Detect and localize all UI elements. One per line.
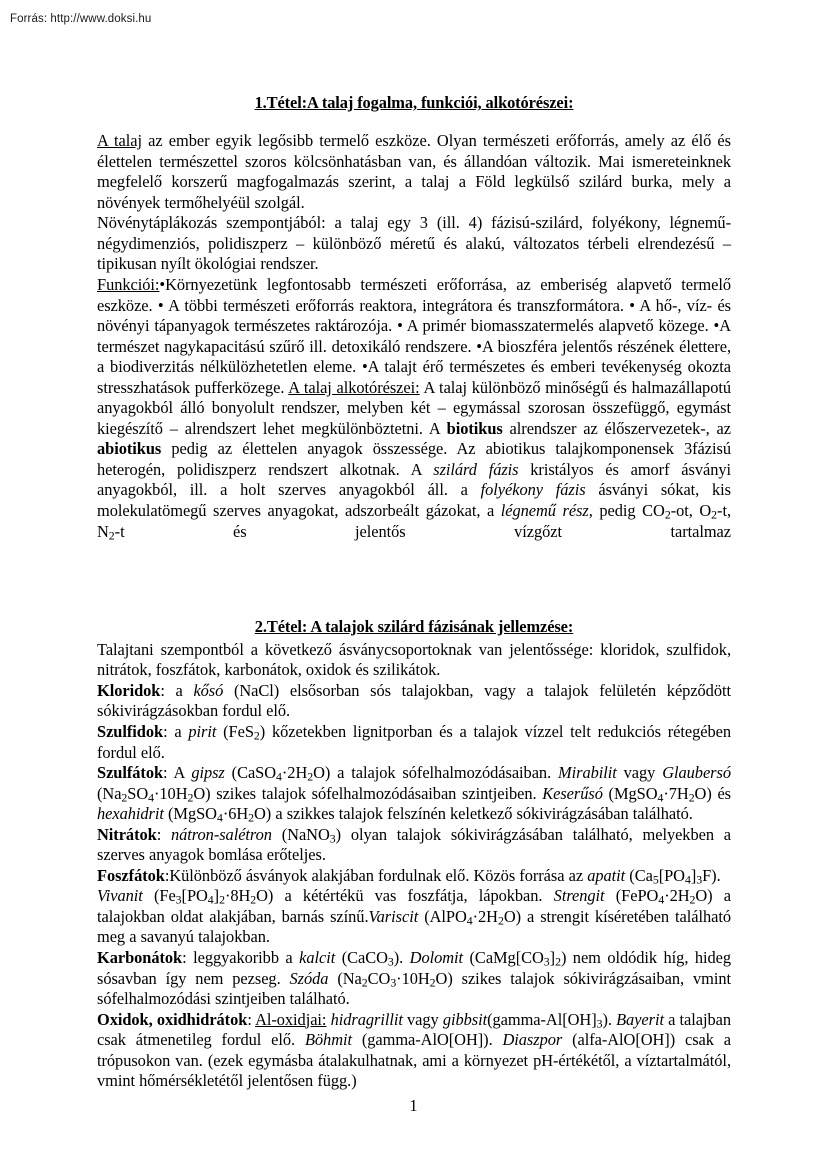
kloridok-text-a: : a xyxy=(160,680,194,700)
apatit-formula-4: F). xyxy=(702,865,721,885)
sub-o2: 2 xyxy=(711,507,718,522)
alkotoreszei-text-4: kristályos és amorf ásványi anyagokból, ill. a holt szerves anyagokból áll. a xyxy=(97,459,731,500)
dolomit-formula-3: ) nem oldódik híg, hideg sósavban így nem pezseg. xyxy=(97,947,731,988)
alkotoreszei-label: A talaj alkotórészei: xyxy=(288,377,420,397)
nitratok-text-b: ) olyan talajok sókivirágzásában található, melyekben a szerves anyagok bomlása erőteljes. xyxy=(97,824,731,865)
oxidok-colon: : xyxy=(247,1009,256,1029)
mineral-gipsz: gipsz xyxy=(191,763,225,783)
mineral-bayerit: Bayerit xyxy=(616,1009,664,1029)
sub-nano3: 3 xyxy=(329,831,336,846)
szoda-formula-4: O) szikes talajok sókivirágzásaiban, vmint sófelhalmozódási szintjeiben található. xyxy=(97,968,731,1009)
sub-caco3: 3 xyxy=(387,954,394,969)
sub-po4-count: 3 xyxy=(696,872,703,887)
strengit-formula-2: ·2H xyxy=(664,886,690,906)
nitratok-text-a: : xyxy=(156,824,172,844)
term-szilard-fazis: szilárd fázis xyxy=(433,459,519,479)
sub-h2o-h: 2 xyxy=(429,975,436,990)
glauberso-formula-3: ·10H xyxy=(154,783,188,803)
sub-fepo4: 4 xyxy=(658,892,665,907)
section-1-paragraph-3 xyxy=(97,275,731,563)
entry-kloridok xyxy=(97,681,731,722)
nitratok-formula-1: (NaNO xyxy=(271,824,330,844)
keseruso-formula-2: ·7H xyxy=(663,783,689,803)
mineral-vivanit: Vivanit xyxy=(97,886,143,906)
szulfidok-formula-1: (FeS xyxy=(216,721,254,741)
formula-tail-3: -t, N xyxy=(97,500,731,541)
sub-na2-b: 2 xyxy=(361,975,368,990)
mineral-kalcit: kalcit xyxy=(299,947,336,967)
document-body xyxy=(97,92,731,1092)
oxidok-vagy: vagy xyxy=(402,1009,443,1029)
sub-h2o-c: 2 xyxy=(688,790,695,805)
oxidok-text-c: (gamma-AlO[OH]). xyxy=(352,1030,503,1050)
gipsz-formula-2: ·2H xyxy=(281,763,308,783)
sub-po4-b: 4 xyxy=(207,892,214,907)
glauberso-formula-2: SO xyxy=(127,783,149,803)
sub-fe3: 3 xyxy=(175,892,182,907)
mineral-mirabilit: Mirabilit xyxy=(558,763,617,783)
sub-co3-a: 3 xyxy=(543,954,550,969)
mineral-strengit: Strengit xyxy=(553,886,605,906)
apatit-formula-2: [PO xyxy=(658,865,685,885)
section-spacer xyxy=(97,563,731,616)
vivanit-formula-4: ·8H xyxy=(224,886,251,906)
sub-h2o-d: 2 xyxy=(248,810,255,825)
sub-alpo4: 4 xyxy=(466,913,473,928)
hexahidrit-formula-2: ·6H xyxy=(222,804,249,824)
source-watermark: Forrás: http://www.doksi.hu xyxy=(10,13,152,25)
sub-ca5: 5 xyxy=(652,872,659,887)
sub-h2o-g: 2 xyxy=(497,913,504,928)
strengit-formula-1: (FePO xyxy=(604,886,659,906)
section-2-intro: Talajtani szempontból a következő ásványcsoportoknak van jelentőssége: kloridok, szulfidok, nitrátok, foszfátok, karbonátok, oxidok és szilikátok. xyxy=(97,639,731,680)
dolomit-formula-1: (CaMg[CO xyxy=(463,947,544,967)
sub-po4-count-b: 2 xyxy=(219,892,225,907)
szoda-formula-3: ·10H xyxy=(396,968,430,988)
alkotoreszei-text-1: A talaj különböző minőségű és halmazállapotú anyagokból álló bonyolult rendszer, melyben két – egymással szorosan összefüggő, egymást kiegészítő – alrendszert lehet megkülönböztetni. A xyxy=(97,377,731,438)
kloridok-label: Kloridok xyxy=(97,680,161,700)
vivanit-formula-3: ] xyxy=(213,886,220,906)
foszfatok-text-a: :Különböző ásványok alakjában fordulnak elő. Közös forrása az xyxy=(164,865,588,885)
formula-tail-1: , pedig CO xyxy=(588,500,665,520)
section-2-title: 2.Tétel: A talajok szilárd fázisának jellemzése: xyxy=(254,616,574,636)
sub-aloh3: 3 xyxy=(596,1016,603,1031)
dolomit-formula-2: ] xyxy=(549,947,556,967)
sub-caso4: 4 xyxy=(276,769,282,784)
sub-fes2: 2 xyxy=(253,728,260,743)
oxidok-text-d: (alfa-AlO[OH]) csak a trópusokon van. (ezek egymásba átalakulhatnak, ami a környezet pH-értékétől, a víztartalmától, vmint hőmérsékletétől jelentősen függ.) xyxy=(97,1030,731,1091)
page-number: 1 xyxy=(409,1096,418,1115)
oxidok-label: Oxidok, oxidhidrátok xyxy=(97,1009,248,1029)
sub-so4: 4 xyxy=(148,790,154,805)
alkotoreszei-text-3: pedig az élettelen anyagok összessége. Az abiotikus talajkomponensek 3fázisú heterogén, polidiszperz rendszert alkotnak. A xyxy=(97,439,731,479)
mineral-natron-saletron: nátron-salétron xyxy=(171,824,272,844)
mineral-bohmit: Böhmit xyxy=(304,1030,353,1050)
karbonatok-label: Karbonátok xyxy=(97,947,183,967)
glauberso-formula-1: (Na xyxy=(97,783,122,803)
sub-h2o-b: 2 xyxy=(187,790,194,805)
mineral-apatit: apatit xyxy=(587,865,626,885)
szoda-formula-2: CO xyxy=(367,968,391,988)
apatit-formula-1: (Ca xyxy=(625,865,653,885)
kalcit-formula-2: ). xyxy=(393,947,410,967)
formula-tail-4: -t és jelentős vízgőzt tartalmaz xyxy=(114,521,731,541)
sub-mgso4-a: 4 xyxy=(657,790,664,805)
oxidok-text-b: a talajban csak átmenetileg fordul elő. xyxy=(97,1009,731,1050)
mineral-gibbsit: gibbsit xyxy=(442,1009,488,1029)
section-1-title: 1.Tétel:A talaj fogalma, funkciói, alkotórészei: xyxy=(254,93,574,112)
mineral-szoda: Szóda xyxy=(289,968,329,988)
term-folyekony-fazis: folyékony fázis xyxy=(480,480,586,500)
variscit-formula-3: O) a strengit kíséretében található meg a savanyú talajokban. xyxy=(97,906,732,947)
sub-h2o-f: 2 xyxy=(689,892,696,907)
entry-foszfatok xyxy=(97,866,731,887)
gibbsit-formula-1: (gamma-Al[OH] xyxy=(487,1009,597,1029)
mineral-koso: kősó xyxy=(193,680,224,700)
funkcioi-label: Funkciói: xyxy=(97,274,160,294)
mineral-diaszpor: Diaszpor xyxy=(502,1030,563,1050)
szulfatok-vagy-1: vagy xyxy=(616,763,663,783)
keseruso-formula-3: O) és xyxy=(694,783,731,803)
vivanit-formula-1: (Fe xyxy=(142,886,176,906)
szulfidok-label: Szulfidok xyxy=(97,721,164,741)
variscit-formula-2: ·2H xyxy=(472,906,498,926)
variscit-formula-1: (AlPO xyxy=(418,906,467,926)
hexahidrit-formula-3: O) a szikkes talajok felszínén keletkező sókivirágzásában található. xyxy=(254,804,693,824)
mineral-dolomit: Dolomit xyxy=(409,947,464,967)
sub-na2: 2 xyxy=(121,790,128,805)
sub-n2: 2 xyxy=(108,528,115,543)
szoda-formula-1: (Na xyxy=(328,968,362,988)
sub-co2: 2 xyxy=(664,507,671,522)
karbonatok-text-a: : leggyakoribb a xyxy=(182,947,300,967)
apatit-formula-3: ] xyxy=(690,865,697,885)
alkotoreszei-text-5: ásványi sókat, kis molekulatömegű szerves anyagokat, adszorbeált gázokat, a xyxy=(97,480,731,520)
gipsz-formula-1: (CaSO xyxy=(224,763,277,783)
mineral-variscit: Variscit xyxy=(368,906,419,926)
mineral-hidragrillit: hidragrillit xyxy=(330,1009,403,1029)
al-oxidjai-label: Al-oxidjai: xyxy=(255,1009,327,1029)
sub-mgso4-b: 4 xyxy=(216,810,223,825)
formula-tail-2: -ot, O xyxy=(670,500,712,520)
szulfatok-text-a: : A xyxy=(163,763,192,783)
keseruso-formula-1: (MgSO xyxy=(602,783,658,803)
entry-vivanit-strengit-variscit xyxy=(97,886,731,948)
szulfidok-text-a: : a xyxy=(163,721,189,741)
kalcit-formula-1: (CaCO xyxy=(335,947,388,967)
mineral-glauberso: Glaubersó xyxy=(662,763,731,783)
szulfatok-label: Szulfátok xyxy=(97,763,164,783)
alkotoreszei-text-2: alrendszer az élőszervezetek-, az xyxy=(502,418,731,438)
term-legnemu-resz: légnemű rész xyxy=(500,500,589,520)
section-1-paragraph-2: Növénytáplákozás szempontjából: a talaj egy 3 (ill. 4) fázisú-szilárd, folyékony, légnemű- négydimenziós, polidiszperz – különböző méretű és alakú, változatos térbeli elrendezésű – tipikusan nyílt ökológiai rendszer. xyxy=(97,213,731,274)
entry-szulfidok xyxy=(97,722,731,763)
szulfidok-text-b: ) kőzetekben lignitporban és a talajok vízzel telt redukciós rétegében fordul elő. xyxy=(97,721,731,762)
nitratok-label: Nitrátok xyxy=(97,824,157,844)
gipsz-formula-3: O) a talajok sófelhalmozódásaiban. xyxy=(313,763,559,783)
entry-karbonatok xyxy=(97,948,731,1010)
sub-po4-a: 4 xyxy=(684,872,691,887)
entry-oxidok xyxy=(97,1010,731,1092)
entry-nitratok xyxy=(97,825,731,866)
foszfatok-label: Foszfátok xyxy=(97,865,165,885)
sub-co3-b: 3 xyxy=(390,975,397,990)
term-abiotikus: abiotikus xyxy=(97,439,162,459)
vivanit-formula-2: [PO xyxy=(181,886,208,906)
paragraph-1-text: az ember egyik legősibb termelő eszköze. Olyan természeti erőforrás, amely az élő és élettelen természettel szoros kölcsönhatásban van, és állandóan változik. Mai ismereteinknek megfelelő korszerű magfogalmazás szerint, a talaj a Föld legkülső szilárd burka, mely a növények termőhelyéül szolgál. xyxy=(97,131,731,212)
entry-szulfatok xyxy=(97,763,731,825)
funkcioi-list-text: •Környezetünk legfontosabb természeti erőforrása, az emberiség alapvető termelő eszköze. • A többi természeti erőforrás reaktora, integrátora és transzformátora. • A hő-, víz- és növényi tápanyagok természetes raktározója. • A primér biomasszatermelés alapvető közege. •A természet nagykapacitású szűrő ill. detoxikáló rendszere. •A bioszféra jelentős részének élettere, a biodiverzitás nélkülözhetetlen eleme. •A talajt érő természetes és emberi tevékenység okozta stresszhatások pufferközege. xyxy=(97,274,731,397)
term-biotikus: biotikus xyxy=(446,418,503,438)
kloridok-text-b: (NaCl) elsősorban sós talajokban, vagy a talajok felületén képződött sókivirágzásokban fordul elő. xyxy=(97,680,731,721)
gibbsit-formula-2: ). xyxy=(602,1009,617,1029)
mineral-hexahidrit: hexahidrit xyxy=(97,804,164,824)
vivanit-formula-5: O) a kétértékü vas foszfátja, lápokban. xyxy=(256,886,554,906)
hexahidrit-formula-1: (MgSO xyxy=(163,804,217,824)
sub-co3-count: 2 xyxy=(555,954,561,969)
mineral-keseruso: Keserűsó xyxy=(542,783,603,803)
section-1-paragraph-1 xyxy=(97,131,731,213)
sub-h2o-e: 2 xyxy=(250,892,257,907)
mineral-pirit: pirit xyxy=(188,721,217,741)
glauberso-formula-4: O) szikes talajok sófelhalmozódásaiban szintjeiben. xyxy=(193,783,543,803)
sub-h2o-a: 2 xyxy=(307,769,314,784)
strengit-formula-3: O) a talajokban oldat alakjában, barnás színű. xyxy=(97,886,731,926)
underlined-lead-a-talaj: A talaj xyxy=(97,131,143,151)
